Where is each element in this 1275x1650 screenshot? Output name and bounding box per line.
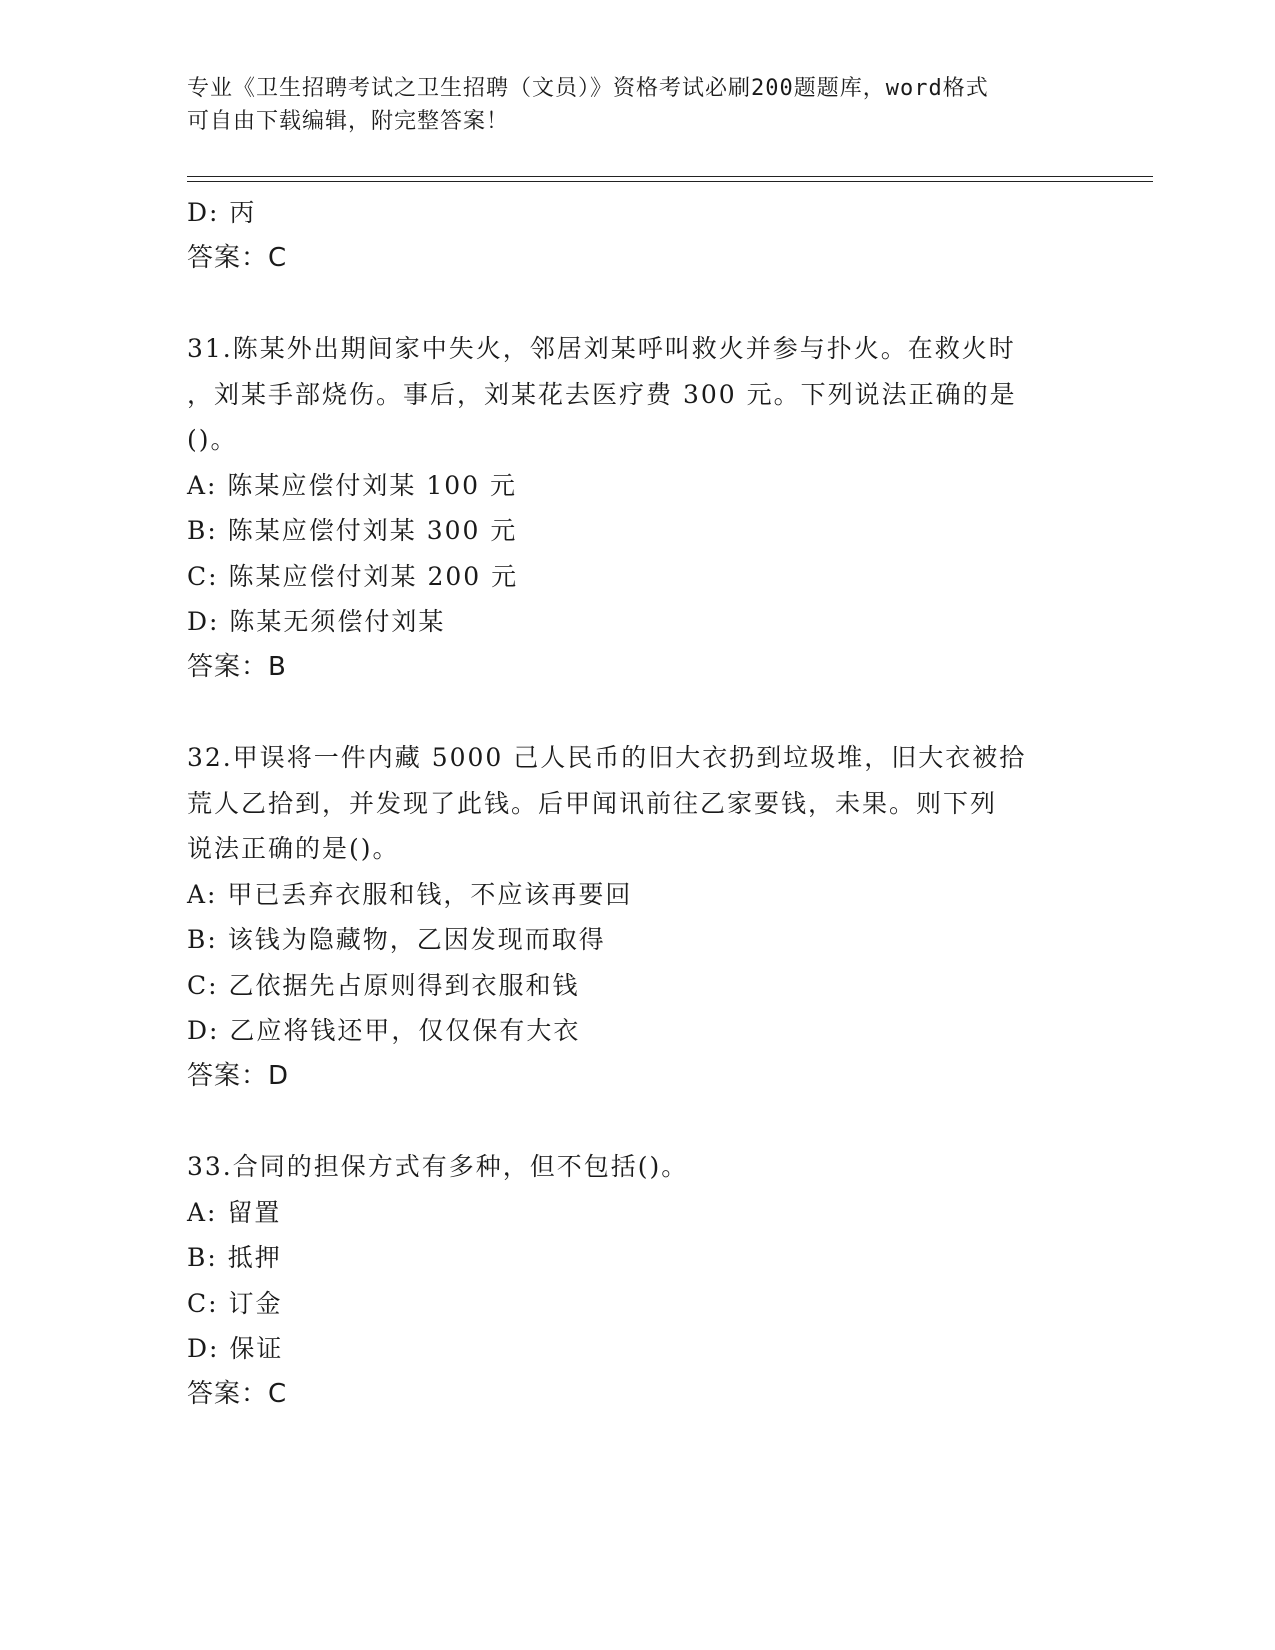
answer-line: 答案：B — [187, 651, 287, 682]
question-stem-line: 荒人乙拾到，并发现了此钱。后甲闻讯前往乙家要钱，未果。则下列 — [187, 788, 998, 818]
document-header — [187, 72, 1077, 138]
question-stem-line: 31.陈某外出期间家中失火，邻居刘某呼叫救火并参与扑火。在救火时 — [187, 334, 1016, 363]
option-b: B: 该钱为隐藏物，乙因发现而取得 — [187, 925, 606, 954]
question-stem-line: 说法正确的是()。 — [187, 834, 400, 863]
spacer — [187, 690, 1087, 735]
spacer — [187, 281, 1087, 326]
question-stem-line: ()。 — [187, 425, 238, 454]
option-b: B: 抵押 — [187, 1243, 282, 1272]
question-32 — [187, 735, 1087, 1099]
answer-line: 答案：C — [187, 1378, 288, 1409]
header-divider-bottom — [187, 181, 1153, 182]
option-a: A: 留置 — [187, 1197, 282, 1227]
question-list — [187, 190, 1087, 1417]
option-c: C: 乙依据先占原则得到衣服和钱 — [187, 970, 580, 1000]
question-31 — [187, 326, 1087, 690]
header-divider-top — [187, 176, 1153, 177]
question-stem-line: ，刘某手部烧伤。事后，刘某花去医疗费 300 元。下列说法正确的是 — [187, 379, 1017, 409]
option-a: A: 甲已丢弃衣服和钱，不应该再要回 — [187, 879, 633, 909]
option-d: D: 陈某无须偿付刘某 — [187, 607, 446, 636]
question-stem-line: 32.甲误将一件内藏 5000 己人民币的旧大衣扔到垃圾堆，旧大衣被拾 — [187, 743, 1027, 772]
option-d: D: 丙 — [187, 198, 257, 227]
question-33 — [187, 1144, 1087, 1417]
answer-line: 答案：C — [187, 242, 288, 273]
option-b: B: 陈某应偿付刘某 300 元 — [187, 516, 518, 545]
option-a: A: 陈某应偿付刘某 100 元 — [187, 470, 518, 500]
header-line-1: 专业《卫生招聘考试之卫生招聘（文员）》资格考试必刷200题题库，word格式 — [187, 76, 989, 101]
option-c: C: 陈某应偿付刘某 200 元 — [187, 561, 519, 591]
option-d: D: 保证 — [187, 1334, 284, 1363]
option-d: D: 乙应将钱还甲，仅仅保有大衣 — [187, 1016, 581, 1045]
question-stem-line: 33.合同的担保方式有多种，但不包括()。 — [187, 1152, 689, 1181]
header-line-2: 可自由下载编辑，附完整答案！ — [187, 109, 510, 134]
spacer — [187, 1099, 1087, 1144]
previous-question-tail — [187, 190, 1087, 281]
option-c: C: 订金 — [187, 1288, 283, 1318]
answer-line: 答案：D — [187, 1060, 290, 1091]
